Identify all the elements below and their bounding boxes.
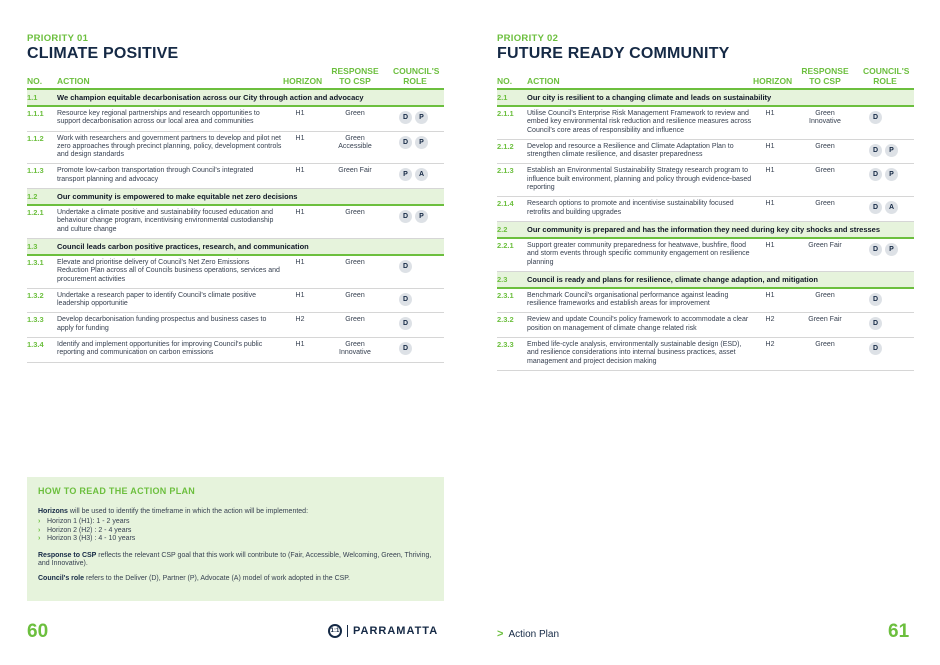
role-badge: D (399, 210, 412, 223)
parramatta-logo (328, 624, 438, 638)
response-value: Green Innovative (809, 110, 841, 126)
action-text: Establish an Environmental Sustainability Strategy research program to influence built environment, planning and policy through evidence-based reporting (527, 167, 752, 192)
section-number: 1.3 (27, 241, 38, 251)
table-row (497, 140, 914, 165)
role-badge: D (869, 201, 882, 214)
header-role: COUNCIL'S ROLE (863, 66, 910, 86)
section-title: Council is ready and plans for resilience, climate change adaption, and mitigation (527, 274, 818, 284)
role-badge: P (399, 168, 412, 181)
role-badge: D (869, 144, 882, 157)
section-header (27, 189, 444, 206)
horizon-value: H1 (295, 258, 305, 266)
role-badge: D (869, 317, 882, 330)
council-roles (399, 342, 447, 355)
role-badge: D (399, 260, 412, 273)
list-item: › Horizon 1 (H1): 1 - 2 years (38, 518, 433, 527)
header-horizon: HORIZON (283, 75, 323, 86)
council-roles (399, 168, 447, 181)
table-row (497, 107, 914, 140)
role-badge: P (885, 168, 898, 181)
role-badge: P (415, 210, 428, 223)
priority-eyebrow: PRIORITY 02 (497, 33, 559, 44)
section-header (497, 90, 914, 107)
action-text: Develop decarbonisation funding prospectus and business cases to apply for funding (57, 316, 267, 332)
response-value: Green (345, 316, 365, 324)
table-row (27, 206, 444, 239)
header-response: RESPONSE TO CSP (801, 66, 849, 86)
section-header (497, 222, 914, 239)
action-text: Support greater community preparedness for heatwave, bushfire, flood and storm events through specific community engagement on resilience planning (527, 241, 750, 266)
action-text: Resource key regional partnerships and research opportunities to support decarbonisation across our local area and communities (57, 110, 260, 126)
horizon-value: H1 (295, 110, 305, 117)
table-row (27, 164, 444, 189)
action-text: Embed life-cycle analysis, environmentally sustainable design (ESD), and resilience considerations into internal business practices, asset management and project decision making (527, 341, 742, 365)
response-value: Green (815, 142, 835, 150)
chevron-right-icon: > (497, 628, 504, 640)
action-table (27, 90, 444, 363)
section-number: 2.2 (497, 224, 508, 234)
action-number: 2.1.4 (497, 199, 514, 209)
section-title: We champion equitable decarbonisation across our City through action and advocacy (57, 93, 364, 102)
role-badge: P (415, 136, 428, 149)
action-number: 2.3.3 (497, 340, 514, 350)
header-no: NO. (27, 75, 43, 86)
role-badge: D (399, 136, 412, 149)
section-header (27, 239, 444, 256)
response-explainer: Response to CSP reflects the relevant CSP goal that this work will contribute to (Fair, Accessible, Welcoming, Green, Thriving, and Innovative). (38, 551, 432, 567)
header-action: ACTION (57, 75, 90, 86)
action-text: Utilise Council's Enterprise Risk Management Framework to review and embed key environmental risk reduction and resilience measures across Council's core areas of responsibility and influence (527, 110, 752, 134)
council-roles (399, 293, 447, 306)
action-number: 2.2.1 (497, 240, 514, 250)
table-row (497, 239, 914, 272)
response-value: Green Innovative (339, 341, 371, 357)
section-title: Council leads carbon positive practices, research, and communication (57, 241, 309, 251)
council-roles (869, 201, 917, 214)
priority-title: CLIMATE POSITIVE (27, 45, 179, 62)
role-badge: P (885, 144, 898, 157)
horizon-value: H1 (765, 110, 775, 117)
header-no: NO. (497, 75, 513, 86)
horizons-explainer: Horizons will be used to identify the timeframe in which the action will be implemented: (38, 507, 309, 515)
action-number: 1.1.2 (27, 133, 44, 143)
horizon-value: H1 (765, 142, 775, 150)
how-to-read-title: HOW TO READ THE ACTION PLAN (38, 486, 196, 496)
action-text: Research options to promote and incentivise sustainability focused retrofits and building upgrades (527, 200, 734, 216)
role-badge: D (399, 317, 412, 330)
action-number: 1.3.2 (27, 290, 44, 300)
section-header (497, 272, 914, 289)
action-number: 1.1.1 (27, 109, 44, 118)
response-value: Green (345, 291, 365, 299)
action-number: 1.1.3 (27, 166, 44, 176)
role-badge: A (885, 201, 898, 214)
horizon-value: H1 (765, 291, 775, 299)
role-badge: D (869, 168, 882, 181)
council-roles (869, 144, 917, 157)
council-roles (869, 168, 917, 181)
response-value: Green (345, 209, 365, 217)
horizon-value: H1 (295, 167, 305, 175)
table-row (497, 197, 914, 222)
response-value: Green (815, 167, 835, 175)
response-value: Green (345, 110, 365, 117)
response-value: Green (815, 341, 835, 349)
horizon-value: H1 (295, 341, 305, 349)
action-number: 1.3.4 (27, 340, 44, 350)
council-roles (869, 342, 917, 355)
priority-eyebrow: PRIORITY 01 (27, 33, 89, 44)
role-badge: D (869, 243, 882, 256)
horizon-value: H2 (295, 316, 305, 324)
table-row (27, 107, 444, 132)
horizons-list (38, 518, 433, 544)
header-horizon: HORIZON (753, 75, 793, 86)
council-roles (869, 111, 917, 124)
role-badge: P (415, 111, 428, 124)
horizon-value: H1 (765, 241, 775, 249)
how-to-read-box (27, 477, 444, 601)
right-page (497, 0, 914, 665)
role-badge: D (399, 293, 412, 306)
horizon-value: H1 (295, 134, 305, 142)
action-text: Identify and implement opportunities for improving Council's public reporting and communication on carbon emissions (57, 341, 263, 357)
action-number: 2.3.1 (497, 290, 514, 300)
response-value: Green Accessible (338, 134, 372, 150)
section-number: 1.2 (27, 192, 38, 202)
header-response: RESPONSE TO CSP (331, 66, 379, 86)
response-value: Green (815, 200, 835, 208)
table-header (27, 64, 444, 86)
role-badge: D (869, 342, 882, 355)
action-text: Work with researchers and government partners to develop and pilot net zero approaches through precinct planning, policy, development controls and design standards (57, 134, 282, 159)
action-text: Review and update Council's policy framework to accommodate a clear position on management of climate change related risk (527, 316, 749, 332)
priority-title: FUTURE READY COMMUNITY (497, 45, 730, 62)
table-row (497, 164, 914, 197)
action-text: Undertake a research paper to identify Council's climate positive leadership opportunitie (57, 291, 256, 308)
action-text: Promote low-carbon transportation through Council's integrated transport planning and advocacy (57, 167, 254, 183)
footer-section-title (497, 628, 559, 640)
action-text: Develop and resource a Resilience and Climate Adaptation Plan to strengthen climate resilience, and disaster preparedness (527, 142, 734, 159)
list-item: › Horizon 2 (H2) : 2 - 4 years (38, 527, 433, 536)
section-header (27, 90, 444, 107)
role-badge: P (885, 243, 898, 256)
council-roles (399, 210, 447, 223)
council-roles (869, 243, 917, 256)
table-row (497, 338, 914, 371)
table-row (497, 289, 914, 314)
table-row (27, 313, 444, 338)
table-header (497, 64, 914, 86)
page-number-right: 61 (888, 621, 910, 642)
response-value: Green Fair (808, 316, 842, 324)
horizon-value: H1 (765, 200, 775, 208)
response-value: Green Fair (338, 167, 372, 175)
role-badge: D (869, 111, 882, 124)
horizon-value: H1 (295, 291, 305, 299)
footer-title-text: Action Plan (508, 628, 560, 640)
horizon-value: H1 (765, 167, 775, 175)
table-row (27, 132, 444, 165)
header-action: ACTION (527, 75, 560, 86)
table-row (497, 313, 914, 338)
section-number: 2.1 (497, 93, 508, 102)
council-roles (399, 317, 447, 330)
table-row (27, 256, 444, 289)
table-row (27, 289, 444, 314)
section-number: 1.1 (27, 93, 38, 102)
role-badge: D (869, 293, 882, 306)
action-number: 2.1.2 (497, 141, 514, 151)
section-number: 2.3 (497, 274, 508, 284)
section-title: Our community is prepared and has the information they need during key city shocks and stresses (527, 224, 881, 234)
action-text: Benchmark Council's organisational performance against leading resilience frameworks and establish areas for improvement (527, 291, 729, 308)
action-text: Undertake a climate positive and sustainability focused education and behaviour change program, incentivising environmental custodianship and culture change (57, 209, 274, 233)
council-roles (399, 136, 447, 149)
page-number-left: 60 (27, 621, 49, 642)
role-badge: D (399, 342, 412, 355)
council-roles (399, 111, 447, 124)
action-text: Elevate and prioritise delivery of Council's Net Zero Emissions Reduction Plan across all of Councils business operations, services and procurement activities (57, 258, 280, 283)
horizon-value: H2 (765, 316, 775, 324)
response-value: Green (345, 258, 365, 266)
section-title: Our city is resilient to a changing climate and leads on sustainability (527, 93, 772, 102)
section-title: Our community is empowered to make equitable net zero decisions (57, 192, 298, 202)
logo-mark-icon: 1:1 (328, 624, 342, 638)
role-badge: D (399, 111, 412, 124)
logo-divider (347, 625, 348, 637)
action-number: 2.3.2 (497, 315, 514, 325)
council-roles (399, 260, 447, 273)
action-number: 1.2.1 (27, 208, 44, 218)
header-role: COUNCIL'S ROLE (393, 66, 440, 86)
action-table (497, 90, 914, 371)
council-roles (869, 317, 917, 330)
action-number: 1.3.3 (27, 315, 44, 325)
role-explainer: Council's role refers to the Deliver (D), Partner (P), Advocate (A) model of work adopted in the CSP. (38, 574, 351, 582)
council-roles (869, 293, 917, 306)
role-badge: A (415, 168, 428, 181)
response-value: Green (815, 291, 835, 299)
horizon-value: H1 (295, 209, 305, 217)
action-number: 1.3.1 (27, 257, 44, 267)
list-item: › Horizon 3 (H3) : 4 - 10 years (38, 535, 433, 544)
action-number: 2.1.3 (497, 166, 514, 176)
action-number: 2.1.1 (497, 109, 514, 118)
horizon-value: H2 (765, 341, 775, 349)
logo-wordmark: PARRAMATTA (353, 625, 439, 637)
table-row (27, 338, 444, 363)
response-value: Green Fair (808, 241, 842, 249)
